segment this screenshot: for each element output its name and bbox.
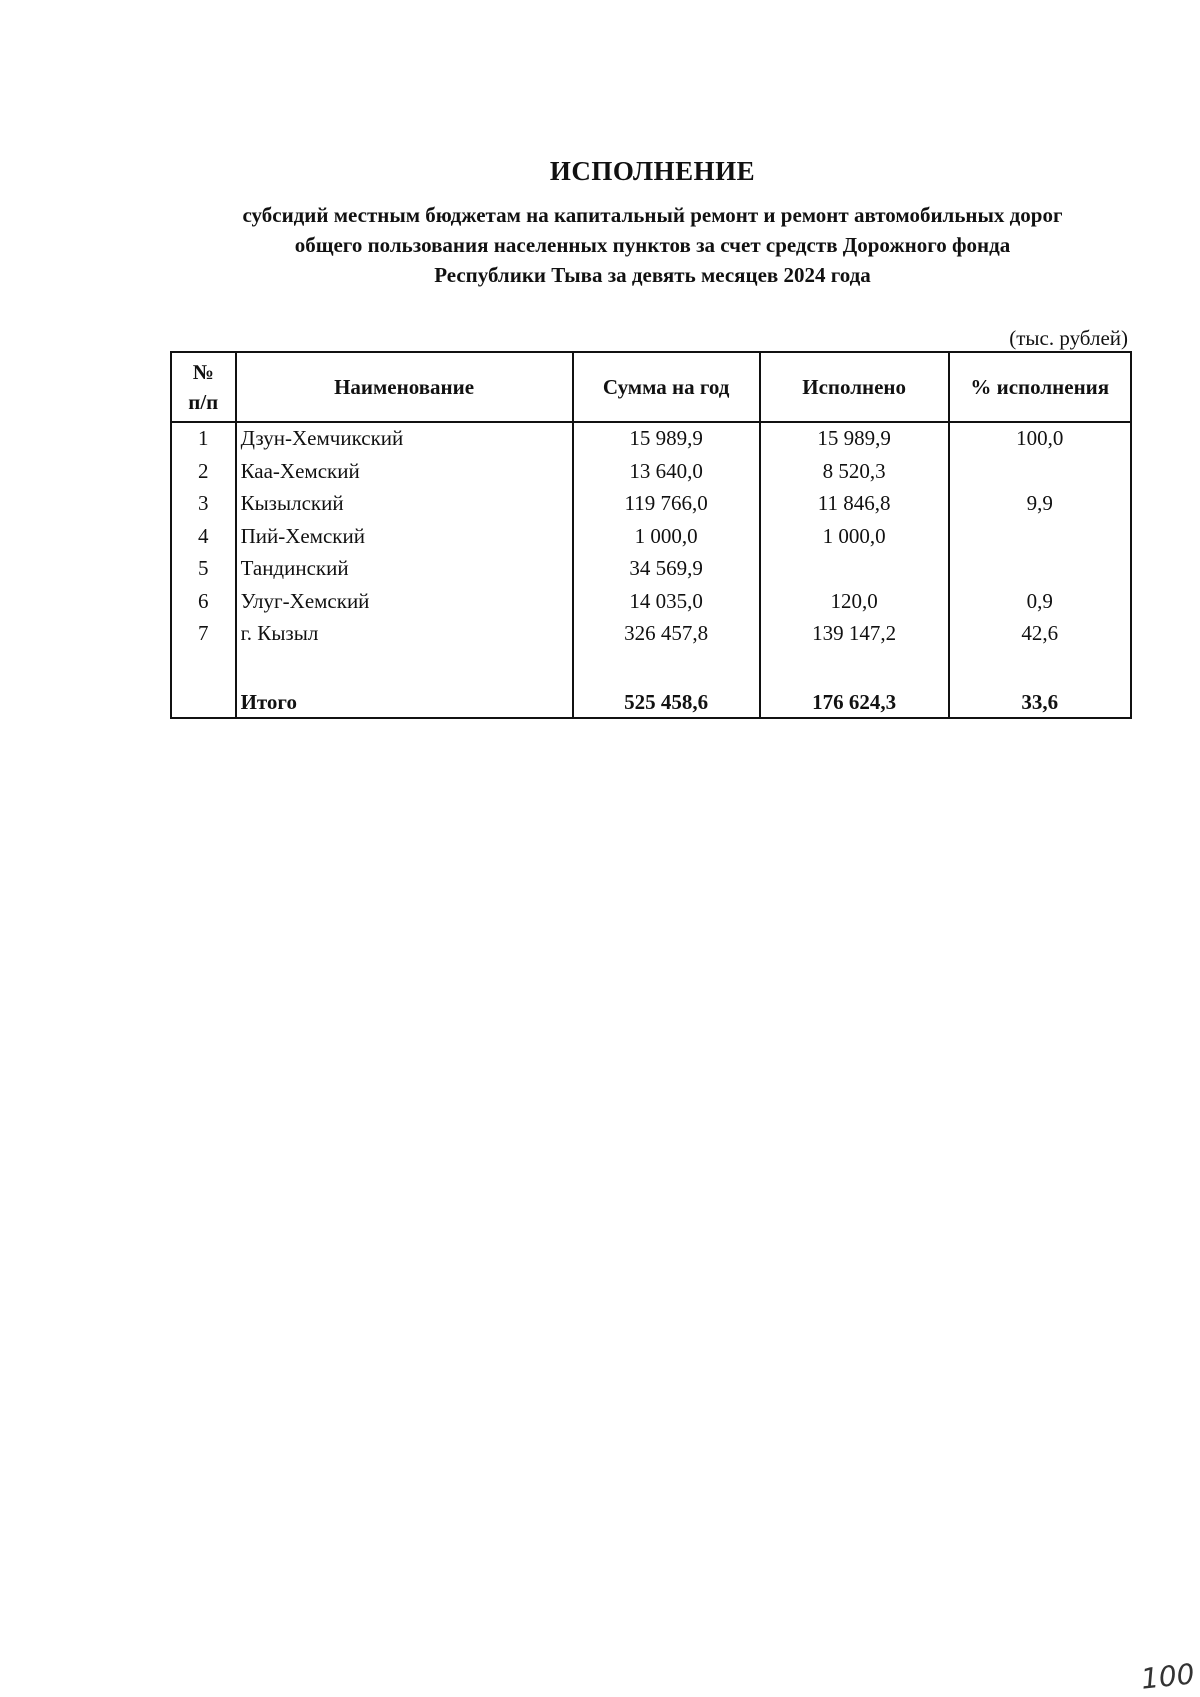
table-header-row — [171, 352, 1131, 422]
row-number: 4 — [171, 521, 236, 554]
row-name: г. Кызыл — [236, 618, 573, 651]
row-percent: 9,9 — [949, 488, 1131, 521]
units-note: (тыс. рублей) — [1009, 326, 1128, 350]
header-executed: Исполнено — [760, 352, 949, 422]
execution-table — [170, 351, 1132, 719]
row-executed — [760, 553, 949, 586]
row-annual-sum: 34 569,9 — [573, 553, 760, 586]
table-row — [171, 553, 1131, 586]
row-name: Дзун-Хемчикский — [236, 422, 573, 456]
row-number: 1 — [171, 422, 236, 456]
row-percent: 100,0 — [949, 422, 1131, 456]
subtitle-line: субсидий местным бюджетам на капитальный ремонт и ремонт автомобильных дорог — [242, 203, 1063, 227]
subtitle-line: общего пользования населенных пунктов за счет средств Дорожного фонда — [294, 233, 1011, 257]
table-total-row — [171, 685, 1131, 718]
row-executed: 139 147,2 — [760, 618, 949, 651]
table-row — [171, 422, 1131, 456]
document-title: ИСПОЛНЕНИЕ — [549, 156, 756, 186]
row-number: 7 — [171, 618, 236, 651]
header-percent: % исполнения — [949, 352, 1131, 422]
row-annual-sum: 13 640,0 — [573, 456, 760, 489]
total-label: Итого — [236, 685, 573, 718]
row-name: Каа-Хемский — [236, 456, 573, 489]
empty-cell — [949, 651, 1131, 685]
subtitle-line: Республики Тыва за девять месяцев 2024 года — [434, 263, 871, 287]
header-name: Наименование — [236, 352, 573, 422]
row-name: Пий-Хемский — [236, 521, 573, 554]
row-percent — [949, 456, 1131, 489]
row-executed: 8 520,3 — [760, 456, 949, 489]
row-executed: 11 846,8 — [760, 488, 949, 521]
row-percent: 42,6 — [949, 618, 1131, 651]
row-annual-sum: 119 766,0 — [573, 488, 760, 521]
total-annual-sum: 525 458,6 — [573, 685, 760, 718]
header-annual-sum: Сумма на год — [573, 352, 760, 422]
row-executed: 15 989,9 — [760, 422, 949, 456]
empty-cell — [171, 685, 236, 718]
empty-cell — [171, 651, 236, 685]
row-annual-sum: 14 035,0 — [573, 586, 760, 619]
empty-cell — [573, 651, 760, 685]
table-row — [171, 521, 1131, 554]
row-executed: 1 000,0 — [760, 521, 949, 554]
empty-cell — [760, 651, 949, 685]
row-number: 5 — [171, 553, 236, 586]
header-number-symbol: № — [192, 360, 214, 384]
document-subtitle — [170, 200, 1135, 290]
header-number — [171, 352, 236, 422]
row-number: 6 — [171, 586, 236, 619]
row-percent — [949, 553, 1131, 586]
row-percent: 0,9 — [949, 586, 1131, 619]
table-row — [171, 456, 1131, 489]
row-annual-sum: 1 000,0 — [573, 521, 760, 554]
table-row — [171, 488, 1131, 521]
handwritten-page-number: 100 — [1138, 1657, 1196, 1696]
total-percent: 33,6 — [949, 685, 1131, 718]
total-executed: 176 624,3 — [760, 685, 949, 718]
row-annual-sum: 15 989,9 — [573, 422, 760, 456]
row-percent — [949, 521, 1131, 554]
row-name: Кызылский — [236, 488, 573, 521]
row-number: 2 — [171, 456, 236, 489]
header-number-abbr: п/п — [188, 390, 219, 414]
table-spacer-row — [171, 651, 1131, 685]
row-number: 3 — [171, 488, 236, 521]
row-name: Улуг-Хемский — [236, 586, 573, 619]
row-name: Тандинский — [236, 553, 573, 586]
row-executed: 120,0 — [760, 586, 949, 619]
table-row — [171, 618, 1131, 651]
row-annual-sum: 326 457,8 — [573, 618, 760, 651]
table-row — [171, 586, 1131, 619]
empty-cell — [236, 651, 573, 685]
